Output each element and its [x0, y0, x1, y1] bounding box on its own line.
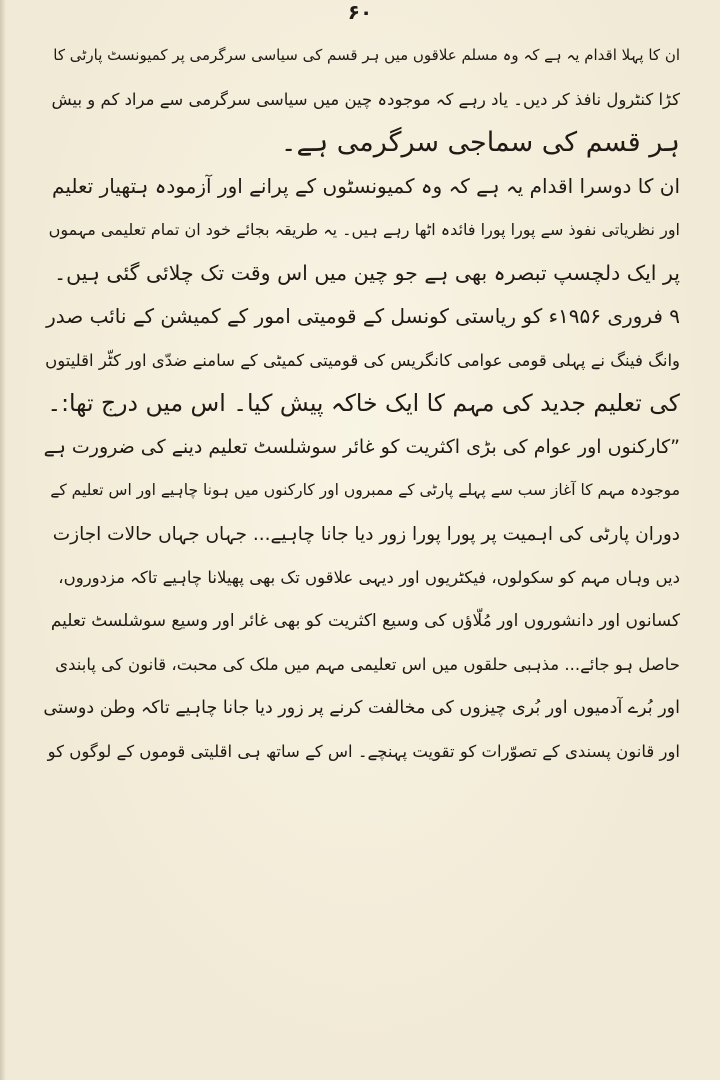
quote-line: اور قانون پسندی کے تصوّرات کو تقویت پہنچے۔ اس کے ساتھ ہی اقلیتی قوموں کے لوگوں کو	[47, 742, 680, 761]
quote-line: دوران پارٹی کی اہمیت پر پورا پورا زور دیا جانا چاہیے... جہاں جہاں حالات اجازت	[52, 523, 680, 545]
quote-line: کسانوں اور دانشوروں اور مُلّاؤں کی وسیع اکثریت کو بھی غائر اور وسیع سوشلسٹ تعلیم	[50, 610, 680, 631]
page-number: ۶۰	[347, 0, 373, 24]
body-text	[40, 34, 680, 774]
quote-line: حاصل ہو جائے... مذہبی حلقوں میں اس تعلیمی مہم میں ملک کی محبت، قانون کی پابندی	[55, 655, 680, 674]
text-line: ۹ فروری ۱۹۵۶ء کو ریاستی کونسل کے قومیتی امور کے کمیشن کے نائب صدر	[46, 304, 680, 328]
text-line: ان کا دوسرا اقدام یہ ہے کہ وہ کمیونسٹوں کے پرانے اور آزمودہ ہتھیار تعلیم	[52, 173, 680, 198]
text-line: اور نظریاتی نفوذ سے پورا پورا فائدہ اٹھا رہے ہیں۔ یہ طریقہ بجائے خود ان تمام تعلیمی مہموں	[48, 220, 680, 239]
text-line: وانگ فینگ نے پہلی قومی عوامی کانگریس کی قومیتی کمیٹی کے سامنے ضدّی اور کٹّر اقلیتوں	[45, 350, 680, 370]
text-line: پر ایک دلچسپ تبصرہ بھی ہے جو چین میں اس وقت تک چلائی گئی ہیں۔	[54, 260, 680, 285]
quote-line: اور بُرے آدمیوں اور بُری چیزوں کی مخالفت کرنے پر زور دیا جانا چاہیے تاکہ وطن دوستی	[43, 697, 680, 718]
page-binding-edge	[0, 0, 6, 1080]
quote-line: ”کارکنوں اور عوام کی بڑی اکثریت کو غائر سوشلسٹ تعلیم دینے کی ضرورت ہے	[43, 435, 680, 458]
quote-line: موجودہ مہم کا آغاز سب سے پہلے پارٹی کے ممبروں اور کارکنوں میں ہونا چاہیے اور اس تعلیم کے	[50, 481, 680, 499]
text-line: ان کا پہلا اقدام یہ ہے کہ وہ مسلم علاقوں میں ہر قسم کی سیاسی سرگرمی پر کمیونسٹ پارٹی کا	[53, 46, 680, 64]
text-line: ہر قسم کی سماجی سرگرمی ہے۔	[280, 127, 680, 158]
text-line: کی تعلیم جدید کی مہم کا ایک خاکہ پیش کیا۔ اس میں درج تھا:۔	[47, 389, 680, 417]
quote-line: دیں وہاں مہم کو سکولوں، فیکٹریوں اور دیہی علاقوں تک بھی پھیلانا چاہیے تاکہ مزدوروں،	[58, 568, 680, 587]
text-line: کڑا کنٹرول نافذ کر دیں۔ یاد رہے کہ موجودہ چین میں سیاسی سرگرمی سے مراد کم و بیش	[51, 89, 680, 109]
